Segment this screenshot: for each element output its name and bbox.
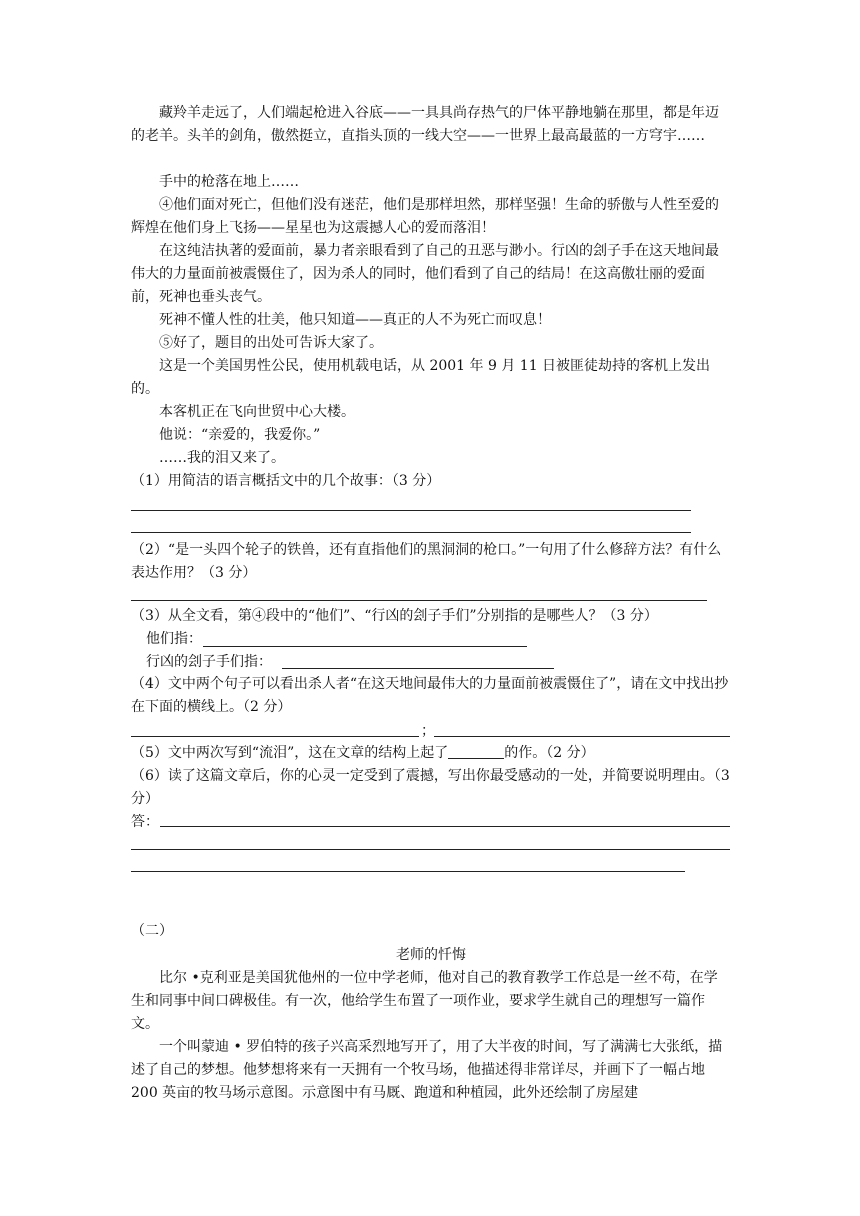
passage-title: 老师的忏悔 xyxy=(396,947,466,963)
question-3: （3）从全文看，第④段中的“他们”、“行凶的刽子手们”分别指的是哪些人？（3 分） xyxy=(131,608,658,624)
passage-paragraph: 他说：“亲爱的，我爱你。” xyxy=(159,427,321,443)
passage-paragraph: 藏羚羊走远了，人们端起枪进入谷底——一具具尚存热气的尸体平静地躺在那里，都是年迈的老羊。头羊的剑角，傲然挺立，直指头顶的一线大空——一世界上最高最蓝的一方穹宇…… xyxy=(131,105,719,144)
answer-line[interactable] xyxy=(282,668,554,669)
question-1: （1）用简洁的语言概括文中的几个故事：（3 分） xyxy=(131,473,441,489)
answer-line[interactable] xyxy=(131,600,707,601)
question-5 xyxy=(131,742,751,765)
passage-paragraph: 比尔 •克利亚是美国犹他州的一位中学老师，他对自己的教育教学工作总是一丝不苟，在学生和同事中间口碑极佳。有一次，他给学生布置了一项作业，要求学生就自己的理想写一篇作文。 xyxy=(131,970,718,1032)
passage-paragraph: ……我的泪又来了。 xyxy=(159,450,285,466)
passage-paragraph: ④他们面对死亡，但他们没有迷茫，他们是那样坦然，那样坚强！生命的骄傲与人性至爱的辉煌在他们身上飞扬——星星也为这震撼人心的爱而落泪！ xyxy=(131,197,719,236)
q5-blank[interactable] xyxy=(448,744,504,759)
passage-paragraph: 手中的枪落在地上…… xyxy=(159,174,299,190)
q5-text-after: 的作。（2 分） xyxy=(504,745,595,761)
answer-line[interactable] xyxy=(203,646,527,647)
answer-line[interactable] xyxy=(160,826,730,827)
q3-killers-label: 行凶的刽子手们指： xyxy=(146,654,272,670)
passage-paragraph: 这是一个美国男性公民，使用机载电话，从 2001 年 9 月 11 日被匪徒劫持的客机上发出的。 xyxy=(131,358,711,397)
question-6: （6）读了这篇文章后，你的心灵一定受到了震撼，写出你最受感动的一处，并简要说明理由。（3 分） xyxy=(131,768,730,807)
answer-line[interactable] xyxy=(131,849,730,850)
q6-answer-label: 答： xyxy=(131,814,159,830)
answer-line[interactable] xyxy=(131,532,691,533)
passage-paragraph: 本客机正在飞向世贸中心大楼。 xyxy=(159,404,355,420)
passage-paragraph: 一个叫蒙迪 • 罗伯特的孩子兴高采烈地写开了，用了大半夜的时间，写了满满七大张纸，描述了自己的梦想。他梦想将来有一天拥有一个牧马场，他描述得非常详尽，并画下了一幅占地 200 英亩的牧马场示意图。示意图中有马厩、跑道和种植园，此外还绘制了房屋建 xyxy=(131,1039,723,1101)
answer-line[interactable] xyxy=(131,871,685,872)
q4-separator: ； xyxy=(421,723,435,739)
passage-paragraph: 死神不懂人性的壮美，他只知道——真正的人不为死亡而叹息！ xyxy=(159,312,551,328)
passage-paragraph: 在这纯洁执著的爱面前，暴力者亲眼看到了自己的丑恶与渺小。行凶的刽子手在这天地间最伟大的力量面前被震慑住了，因为杀人的同时，他们看到了自己的结局！在这高傲壮丽的爱面前，死神也垂头丧气。 xyxy=(131,243,719,305)
answer-line[interactable] xyxy=(434,736,730,737)
passage-paragraph: ⑤好了，题目的出处可告诉大家了。 xyxy=(159,335,383,351)
question-2: （2）“是一头四个轮子的铁兽，还有直指他们的黑洞洞的枪口。”一句用了什么修辞方法？有什么表达作用？（3 分） xyxy=(131,542,722,581)
q5-text-before: （5）文中两次写到“流泪”，这在文章的结构上起了 xyxy=(131,745,449,761)
answer-line[interactable] xyxy=(131,510,691,511)
question-4: （4）文中两个句子可以看出杀人者“在这天地间最伟大的力量面前被震慑住了”，请在文中找出抄在下面的横线上。（2 分） xyxy=(131,676,729,715)
section-label: （二） xyxy=(131,923,173,939)
q3-they-label: 他们指： xyxy=(146,631,202,647)
answer-line[interactable] xyxy=(131,736,419,737)
